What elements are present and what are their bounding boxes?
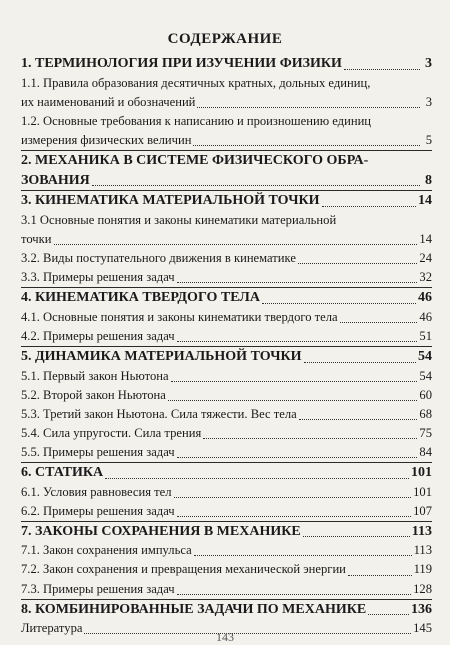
toc-entry-page: 3 — [425, 56, 432, 71]
dot-leader — [194, 555, 412, 556]
toc-entry-title-line: 2. МЕХАНИКА В СИСТЕМЕ ФИЗИЧЕСКОГО ОБРА- — [21, 152, 369, 168]
toc-section — [21, 268, 432, 287]
dot-leader — [348, 575, 412, 576]
toc-entry-title: точки — [21, 231, 52, 246]
toc-entry-title: 4.2. Примеры решения задач — [21, 328, 175, 343]
toc-entry-title: их наименований и обозначений — [21, 94, 196, 109]
dot-leader — [304, 362, 416, 363]
toc-section — [21, 327, 432, 346]
toc-entry-title: Литература — [21, 621, 83, 636]
toc-entry-title: 7.3. Примеры решения задач — [21, 581, 175, 596]
dot-leader — [368, 614, 409, 615]
toc-entry-page: 107 — [413, 503, 432, 518]
toc-entry-page: 54 — [418, 348, 432, 364]
toc-entry-title: 5. ДИНАМИКА МАТЕРИАЛЬНОЙ ТОЧКИ — [21, 348, 302, 364]
toc-entry-page: 3 — [425, 94, 432, 109]
toc-chapter — [21, 287, 432, 308]
toc-entry-title: 7. ЗАКОНЫ СОХРАНЕНИЯ В МЕХАНИКЕ — [21, 523, 301, 539]
toc-chapter — [21, 462, 432, 483]
toc-entry-page: 113 — [413, 543, 432, 558]
toc-section — [21, 405, 432, 424]
toc-entry-title: 3. КИНЕМАТИКА МАТЕРИАЛЬНОЙ ТОЧКИ — [21, 193, 320, 209]
toc-entry-page: 14 — [419, 231, 432, 246]
toc-entry-title: 6.1. Условия равновесия тел — [21, 484, 172, 499]
dot-leader — [174, 497, 412, 498]
dot-leader — [92, 185, 420, 186]
toc-chapter — [21, 346, 432, 367]
toc-entry-page: 119 — [413, 562, 432, 577]
toc-entry-page: 60 — [419, 387, 432, 402]
dot-leader — [344, 69, 420, 70]
toc-chapter — [21, 54, 432, 74]
toc-entry-title-line: 1.2. Основные требования к написанию и произношению единиц — [21, 113, 372, 128]
toc-entry-title-line: 3.1 Основные понятия и законы кинематики материальной — [21, 212, 337, 227]
toc-section — [21, 74, 432, 112]
dot-leader — [193, 145, 420, 146]
toc-section — [21, 308, 432, 327]
toc-entry-page: 84 — [419, 444, 432, 459]
dot-leader — [105, 478, 409, 479]
toc-section — [21, 424, 432, 443]
toc-section — [21, 502, 432, 521]
dot-leader — [299, 419, 418, 420]
toc-entry-page: 68 — [419, 406, 432, 421]
toc-entry-page: 54 — [419, 368, 432, 383]
toc-section — [21, 443, 432, 462]
toc-list — [21, 54, 432, 638]
toc-entry-title: измерения физических величин — [21, 132, 192, 147]
toc-section — [21, 249, 432, 268]
toc-entry-page: 136 — [411, 601, 432, 617]
dot-leader — [177, 341, 418, 342]
toc-entry-page: 8 — [425, 172, 432, 188]
page-number: 143 — [216, 630, 234, 644]
toc-entry-page: 75 — [419, 425, 432, 440]
toc-entry-page: 46 — [419, 309, 432, 324]
toc-entry-title: 5.2. Второй закон Ньютона — [21, 387, 166, 402]
toc-entry-title: 7.2. Закон сохранения и превращения механической энергии — [21, 562, 346, 577]
toc-entry-title: ЗОВАНИЯ — [21, 172, 90, 188]
toc-entry-title: 4. КИНЕМАТИКА ТВЕРДОГО ТЕЛА — [21, 290, 260, 306]
dot-leader — [197, 107, 420, 108]
toc-entry-title: 5.4. Сила упругости. Сила трения — [21, 425, 202, 440]
toc-heading: СОДЕРЖАНИЕ — [167, 31, 283, 47]
toc-entry-page: 101 — [413, 484, 432, 499]
toc-entry-title: 1. ТЕРМИНОЛОГИЯ ПРИ ИЗУЧЕНИИ ФИЗИКИ — [21, 56, 342, 71]
toc-chapter — [21, 150, 432, 190]
toc-chapter — [21, 190, 432, 211]
dot-leader — [177, 282, 418, 283]
toc-entry-title: 5.1. Первый закон Ньютона — [21, 368, 169, 383]
toc-entry-title: 5.3. Третий закон Ньютона. Сила тяжести. Вес тела — [21, 406, 297, 421]
dot-leader — [298, 263, 417, 264]
toc-section — [21, 483, 432, 502]
toc-entry-page: 46 — [418, 290, 432, 306]
toc-entry-page: 24 — [419, 250, 432, 265]
dot-leader — [168, 400, 418, 401]
toc-entry-page: 5 — [425, 132, 432, 147]
toc-entry-title: 5.5. Примеры решения задач — [21, 444, 175, 459]
toc-section — [21, 541, 432, 560]
toc-entry-title-line: 1.1. Правила образования десятичных кратных, дольных единиц, — [21, 75, 371, 90]
toc-entry-title: 7.1. Закон сохранения импульса — [21, 543, 192, 558]
toc-entry-title: 3.3. Примеры решения задач — [21, 270, 175, 285]
toc-entry-page: 128 — [413, 581, 432, 596]
dot-leader — [54, 244, 418, 245]
toc-entry-page: 14 — [418, 193, 432, 209]
dot-leader — [177, 457, 418, 458]
dot-leader — [177, 516, 411, 517]
toc-section — [21, 580, 432, 599]
toc-section — [21, 112, 432, 150]
dot-leader — [262, 303, 416, 304]
toc-entry-title: 8. КОМБИНИРОВАННЫЕ ЗАДАЧИ ПО МЕХАНИКЕ — [21, 601, 367, 617]
toc-entry-title: 3.2. Виды поступательного движения в кинематике — [21, 250, 296, 265]
dot-leader — [303, 536, 410, 537]
toc-section — [21, 386, 432, 405]
toc-entry-page: 51 — [419, 328, 432, 343]
dot-leader — [322, 206, 416, 207]
toc-section — [21, 560, 432, 579]
toc-entry-page: 32 — [419, 270, 432, 285]
dot-leader — [171, 381, 418, 382]
dot-leader — [177, 594, 411, 595]
toc-section — [21, 367, 432, 386]
toc-entry-title: 6. СТАТИКА — [21, 464, 104, 480]
dot-leader — [203, 438, 417, 439]
toc-section — [21, 211, 432, 249]
toc-entry-title: 6.2. Примеры решения задач — [21, 503, 175, 518]
toc-entry-page: 113 — [411, 523, 432, 539]
toc-chapter — [21, 521, 432, 542]
toc-entry-page: 101 — [411, 464, 432, 480]
toc-entry-page: 145 — [413, 621, 432, 636]
toc-chapter — [21, 599, 432, 620]
dot-leader — [340, 322, 418, 323]
toc-entry-title: 4.1. Основные понятия и законы кинематики твердого тела — [21, 309, 338, 324]
